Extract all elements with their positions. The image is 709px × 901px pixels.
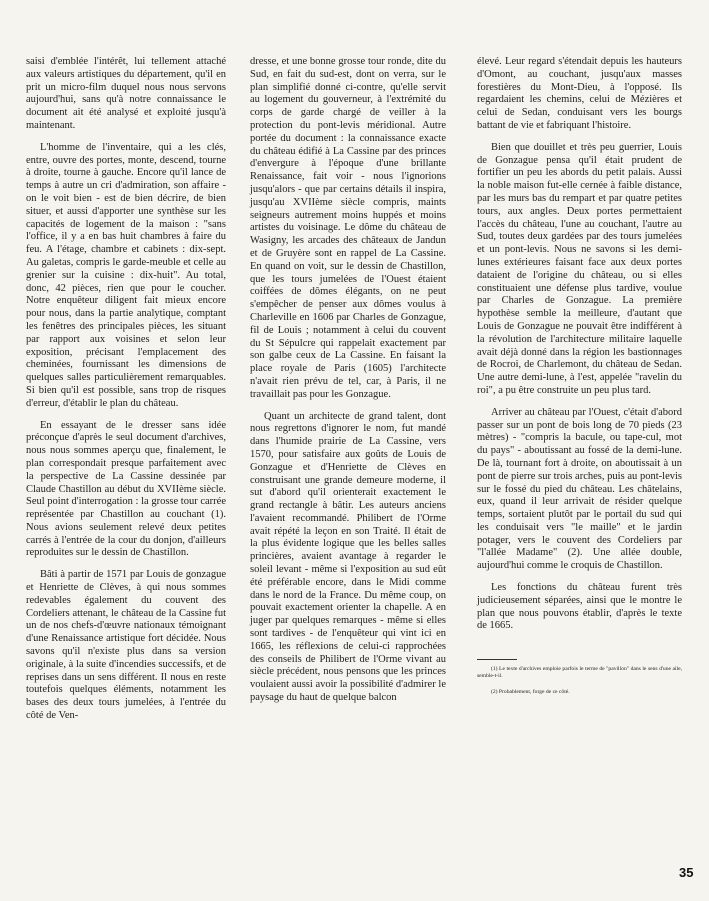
paragraph: Les fonctions du château furent très judicieusement séparées, ainsi que le montre le plan que nous pouvons établir, d'après le texte de 1665. xyxy=(477,582,682,632)
paragraph: Arriver au château par l'Ouest, c'était d'abord passer sur un pont de bois long de 70 pieds (23 mètres) - "compris la bacule, ou tape-cul, mot du pays" - aboutissant au fossé de la demi-lune. De là, tournant fort à droite, on aboutissait à un pont de pierre sur trois arches, puis au pont-levis sur le fossé du pied du château. Les châtelains, eux, quand il leur arrivait de résider quelque temps, sortaient plutôt par le portail du sud qui les conduisait vers "le maille" et le jardin potager, vers le couvent des Cordeliers par "l'allée Madame" (2). Une allée double, aujourd'hui comme le croquis de Chastillon. xyxy=(477,406,682,572)
footnote-2: (2) Probablement, forge de ce côté. xyxy=(491,689,570,696)
paragraph: élevé. Leur regard s'étendait depuis les hauteurs d'Omont, au couchant, jusqu'aux masses forestières du Mont-Dieu, à l'opposé. Ils regardaient les chemins, celui de Mézières et celui de Sedan, conduisant vers les bourgs battant de vie et fabriquant l'histoire. xyxy=(477,56,682,131)
paragraph: dresse, et une bonne grosse tour ronde, dite du Sud, en fait du sud-est, dont on verra, sur le plan simplifié donné ci-contre, qu'elle servit au logement du gouverneur, à l'extrémité du corps de garde chargé de veiller à la protection du pont-levis méridional. Autre portée du document : la connaissance exacte du château édifié à La Cassine par des princes d'envergure à l'époque d'une brillante Renaissance, fait voir - nous l'ignorions jusqu'alors - que par certains détails il inspira, jusqu'au XVIIème siècle compris, maints seigneurs autrement moins huppés et moins artistes du voisinage. Le dôme du château de Wasigny, les arcades des châteaux de Jandun et de Gruyère sont en rappel de La Cassine. En quand on voit, sur le dessin de Chastillon, que les tours jumelées de l'Ouest étaient coiffées de dômes élégants, on ne peut s'empêcher de penser aux dômes voulus à Charleville en 1606 par Charles de Gonzague, fil de Louis ; notamment à celui du couvent du St Sépulcre qui rappelait exactement par son galbe ceux de La Cassine. En faisant la place royale de Paris (1605) l'architecte n'avait rien prévu de tel, car, à Paris, il ne travaillait pas pour les Gonzague. xyxy=(250,56,446,400)
paragraph: L'homme de l'inventaire, qui a les clés, entre, ouvre des portes, monte, descend, tourne à droite, tourne à gauche. Encore qu'il lance de temps à autre un cri d'admiration, son affaire - on le voit bien - est de bien décrire, de bien situer, et aussi d'apporter une synthèse sur les capacités de logement de la maison : "sans l'office, il y a en bas huit chambres à faire du feu. A l'étage, chambre et cabinets : dix-sept. Au galetas, compris le garde-meuble et celle au grenier sur la cuisine : dix-huit". Au total, donc, 42 pièces, rien que pour le coucher. Notre enquêteur diligent fait mieux encore pour nous, dans la partie analytique, comptant les fenêtres des principales pièces, les situant par rapport aux voisines et selon leur exposition, précisant l'emplacement des cheminées, fournissant les dimensions de quelques salles particulièrement remarquables. Si bien qu'il est possible, sans trop de risques d'erreur, d'établir le plan du château. xyxy=(26,141,226,409)
footnote-1: (1) Le texte d'archives emploie parfois le terme de "pavillon" dans le sens d'une aile, semble-t-il. xyxy=(477,666,682,680)
paragraph: Bâti à partir de 1571 par Louis de gonzague et Henriette de Clèves, à qui nous sommes redevables également du couvent des Cordeliers attenant, le château de la Cassine fut un de nos chefs-d'œuvre nationaux témoignant d'une Renaissance artistique fort décidée. Nous savons qu'il n'existe plus dans sa version originale, à la suite d'incendies successifs, et de reprises dans un sens différent. Il nous en reste toutefois quelques éléments, notamment les bases des deux tours jumelées, à l'entrée du côté de Ven- xyxy=(26,569,226,722)
text-column-1 xyxy=(26,56,226,732)
paragraph: Quant un architecte de grand talent, dont nous regrettons d'ignorer le nom, fut mandé dans l'humide prairie de La Cassine, vers 1570, pour satisfaire aux goûts de Louis de Gonzague et d'Henriette de Clèves en construisant une grande demeure moderne, il sut d'abord qu'il orienterait exactement le grand rectangle à bâtir. Les auteurs anciens l'avaient recommandé. Philibert de l'Orme avait répété la leçon en son Traité. Il était de la plus évidente logique que les belles salles princières, avaient avantage à regarder le soleil levant - même si l'exposition au sud eût été préférable encore, dans le Midi comme dans le nord de la France. Du même coup, on pouvait exactement orienter la chapelle. A en juger par quelques remarques - même si elles sont tardives - de l'enquêteur qui vint ici en 1665, les réflexions de celui-ci rapprochées des conseils de Philibert de l'Orme vivant au siècle précédent, nous pensons que les princes voulaient aussi avoir la possibilité d'admirer le paysage du haut de quelque balcon xyxy=(250,410,446,704)
text-column-3 xyxy=(477,56,682,705)
text-column-2 xyxy=(250,56,446,714)
page-number: 35 xyxy=(679,865,694,880)
paragraph: Bien que douillet et très peu guerrier, Louis de Gonzague pensa qu'il était prudent de fortifier un peu les abords du petit palais. Aussi la noble maison fut-elle cernée à faible distance, par les murs bas du rempart et par quatre petites tours, aux angles. Deux portes permettaient l'accès du château, l'une au couchant, l'autre au Sud, toutes deux gardées par des tours jumelées et un pont-levis. Nous ne savons si les demi-lunes extérieures faisant face aux deux portes dataient de l'origine du château, ou si elles constituaient une défense plus tardive, voulue par Charles de Gonzague. La première hypothèse semble la meilleure, d'autant que Louis de Gonzague ne pouvait être indifférent à la révolution de l'architecture militaire laquelle avait déjà donné dans la région les bastionnages de Rocroi, de Charlemont, du château de Sedan. Une autre demi-lune, à l'est, appelée "ravelin du roi", a pu être construite un peu plus tard. xyxy=(477,141,682,396)
paragraph: En essayant de le dresser sans idée préconçue d'après le seul document d'archives, nous nous sommes aperçu que, finalement, le plan correspondait presque parfaitement avec la perspective de La Cassine dessinée par Claude Chastillon au début du XVIIème siècle. Seul point d'interrogation : la grosse tour carrée représentée par Chastillon au couchant (1). Nous avions seulement relevé deux petites carrés à l'entrée de la cour du donjon, d'ailleurs reproduites sur le dessin de Chastillon. xyxy=(26,419,226,559)
paragraph: saisi d'emblée l'intérêt, lui tellement attaché aux valeurs artistiques du département, qu'il en prit un micro-film duquel nous nous servons aujourd'hui, sans qu'à notre connaissance le document ait été analysé et exploité jusqu'à maintenant. xyxy=(26,56,226,131)
footnote-divider xyxy=(477,659,517,660)
